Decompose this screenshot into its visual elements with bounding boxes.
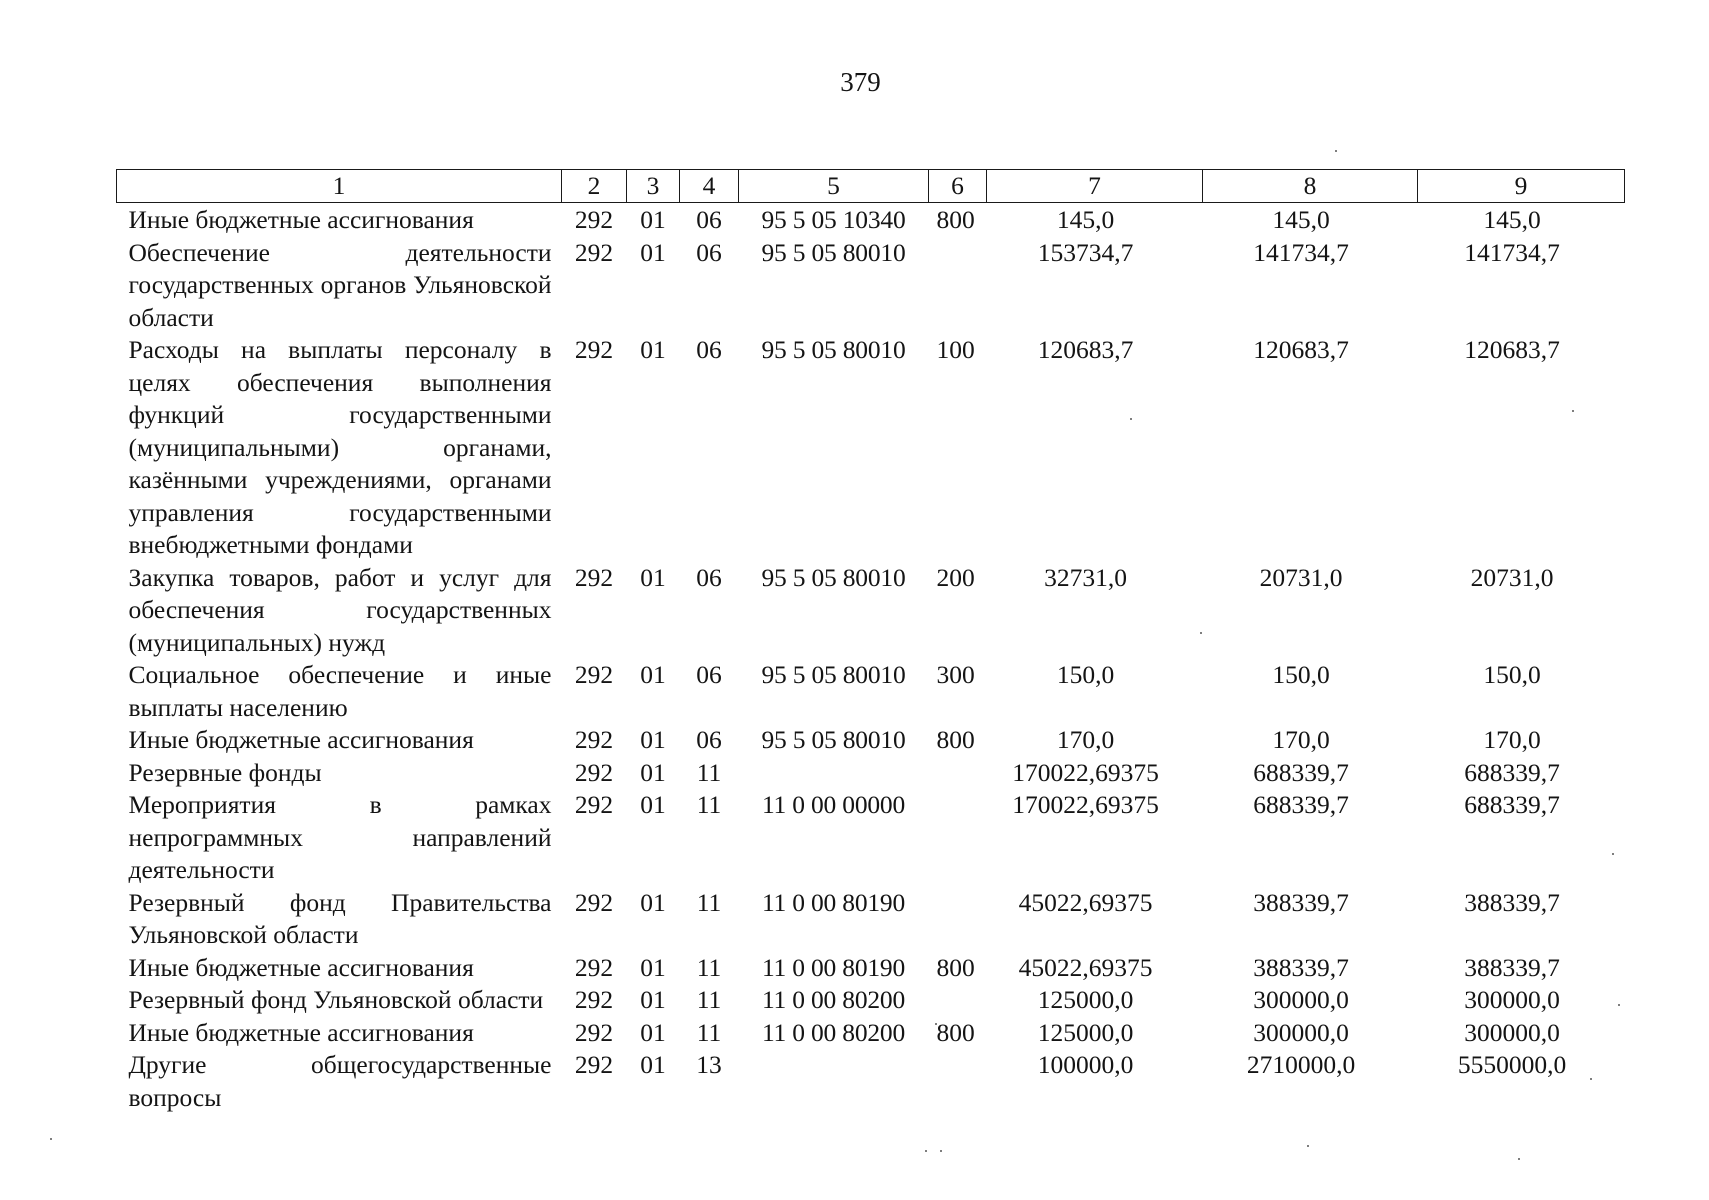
table-cell-col-7: 170022,69375: [1012, 790, 1159, 819]
table-cell-col-9: 20731,0: [1470, 562, 1554, 592]
table-cell-col-9: 141734,7: [1464, 237, 1560, 267]
scan-speck: [940, 1150, 942, 1152]
table-cell-col-5: 95 5 05 80010: [761, 725, 906, 754]
scan-speck: [1130, 418, 1132, 420]
table-cell-col-9: 300000,0: [1464, 985, 1560, 1014]
table-cell-col-1: Резервные фонды: [128, 757, 322, 787]
table-cell-col-1: Иные бюджетные ассигнования: [128, 205, 474, 234]
table-row: [117, 984, 1625, 1017]
table-cell-col-5: 95 5 05 80010: [761, 562, 906, 592]
table-cell-col-6: [929, 237, 987, 335]
header-cell-2: 2: [562, 170, 627, 203]
table-cell-col-3: 01: [640, 1017, 666, 1047]
table-cell-col-5: 11 0 00 80190: [761, 952, 906, 982]
table-row: [117, 952, 1625, 985]
table-cell-col-6: 800: [936, 1017, 975, 1047]
table-cell-col-8: 300000,0: [1253, 1017, 1349, 1047]
table-cell-col-4: 11: [696, 985, 722, 1014]
header-cell-3: 3: [627, 170, 680, 203]
table-cell-col-7: 120683,7: [1037, 335, 1134, 364]
table-row: [117, 334, 1625, 562]
table-cell-col-8: 145,0: [1272, 205, 1330, 234]
scan-speck: [1618, 1004, 1620, 1006]
table-cell-col-6: 100: [936, 335, 975, 364]
table-cell-col-2: 292: [574, 237, 614, 267]
table-cell-col-2: 292: [574, 1017, 614, 1047]
header-cell-6: 6: [929, 170, 987, 203]
table-row: [117, 757, 1625, 790]
table-cell-col-8: 120683,7: [1253, 335, 1349, 364]
table-cell-col-1: Обеспечение деятельности государственных органов Ульяновской области: [128, 237, 552, 332]
table-cell-col-2: 292: [574, 335, 614, 364]
table-cell-col-7: 45022,69375: [1018, 887, 1153, 917]
table-cell-col-6: 800: [936, 952, 975, 982]
table-cell-col-3: 01: [640, 725, 666, 754]
table-cell-col-1: Закупка товаров, работ и услуг для обеспечения государственных (муниципальных) нужд: [128, 562, 552, 657]
table-cell-col-6: 800: [936, 725, 975, 754]
scan-speck: [1572, 410, 1574, 412]
table-cell-col-6: 200: [936, 562, 975, 592]
table-cell-col-9: 145,0: [1483, 205, 1541, 234]
table-row: [117, 203, 1625, 237]
scan-speck: [50, 1138, 52, 1140]
table-cell-col-8: 170,0: [1272, 725, 1330, 754]
table-cell-col-1: Резервный фонд Правительства Ульяновской области: [128, 887, 552, 949]
table-cell-col-9: 150,0: [1483, 660, 1541, 689]
table-cell-col-6: [929, 984, 987, 1017]
table-cell-col-4: 11: [696, 952, 722, 982]
table-cell-col-3: 01: [640, 985, 666, 1014]
table-cell-col-2: 292: [574, 1050, 614, 1079]
table-cell-col-7: 145,0: [1056, 205, 1115, 234]
table-cell-col-7: 125000,0: [1037, 1017, 1134, 1047]
table-cell-col-7: 150,0: [1056, 660, 1115, 689]
header-cell-7: 7: [987, 170, 1203, 203]
table-cell-col-7: 170022,69375: [1012, 757, 1159, 787]
table-row: [117, 724, 1625, 757]
table-cell-col-3: 01: [640, 237, 666, 267]
table-cell-col-6: [929, 1049, 987, 1114]
table-cell-col-4: 11: [696, 1017, 722, 1047]
table-cell-col-4: 06: [696, 660, 722, 689]
table-cell-col-1: Расходы на выплаты персоналу в целях обеспечения выполнения функций государственными (муниципальными) органами, казёнными учреждениями, органами управления государственными внебюджетными фондами: [128, 335, 552, 559]
table-cell-col-5: 11 0 00 80190: [761, 887, 906, 917]
scan-speck: [935, 1023, 937, 1025]
table-cell-col-3: 01: [640, 335, 666, 364]
table-cell-col-7: 32731,0: [1044, 562, 1127, 592]
scan-speck: [1307, 1145, 1309, 1147]
table-cell-col-3: 01: [640, 790, 666, 819]
table-cell-col-3: 01: [640, 660, 666, 689]
table-cell-col-8: 141734,7: [1253, 237, 1349, 267]
table-cell-col-1: Резервный фонд Ульяновской области: [128, 985, 544, 1014]
table-cell-col-8: 388339,7: [1253, 952, 1349, 982]
header-row: [117, 170, 1625, 203]
table-cell-col-5: 11 0 00 80200: [761, 985, 906, 1014]
table-cell-col-5: 11 0 00 00000: [761, 790, 906, 819]
table-cell-col-5: [739, 1049, 929, 1114]
header-cell-9: 9: [1418, 170, 1625, 203]
table-cell-col-4: 06: [696, 562, 722, 592]
table-cell-col-6: [929, 789, 987, 887]
table-cell-col-4: 11: [696, 887, 722, 917]
header-cell-4: 4: [680, 170, 739, 203]
table-cell-col-4: 13: [696, 1050, 722, 1079]
table-cell-col-2: 292: [574, 757, 614, 787]
scan-speck: [1200, 632, 1202, 634]
table-cell-col-2: 292: [574, 952, 614, 982]
table-cell-col-6: 800: [936, 205, 975, 234]
table-header: [117, 170, 1625, 203]
table-cell-col-5: [739, 757, 929, 790]
table-cell-col-3: 01: [640, 205, 666, 234]
table-cell-col-9: 388339,7: [1464, 887, 1560, 917]
table-cell-col-1: Иные бюджетные ассигнования: [128, 952, 474, 982]
table-cell-col-7: 125000,0: [1037, 985, 1134, 1014]
table-cell-col-2: 292: [574, 562, 614, 592]
table-row: [117, 237, 1625, 335]
table-cell-col-9: 170,0: [1483, 725, 1541, 754]
table-cell-col-3: 01: [640, 757, 666, 787]
table-row: [117, 562, 1625, 660]
table-row: [117, 1017, 1625, 1050]
table-cell-col-4: 11: [696, 757, 722, 787]
table-cell-col-4: 06: [696, 205, 722, 234]
table-row: [117, 887, 1625, 952]
table-cell-col-6: 300: [936, 660, 975, 689]
table-cell-col-4: 06: [696, 335, 722, 364]
table-cell-col-9: 120683,7: [1464, 335, 1560, 364]
table-cell-col-3: 01: [640, 887, 666, 917]
table-cell-col-1: Другие общегосударственные вопросы: [128, 1050, 552, 1112]
table-cell-col-3: 01: [640, 1050, 666, 1079]
scan-speck: [925, 1150, 927, 1152]
table-cell-col-7: 170,0: [1056, 725, 1115, 754]
table-cell-col-3: 01: [640, 562, 666, 592]
budget-table: [116, 169, 1625, 1114]
page-number: 379: [840, 67, 881, 97]
table-cell-col-9: 688339,7: [1464, 757, 1560, 787]
table-cell-col-2: 292: [574, 887, 614, 917]
table-cell-col-7: 100000,0: [1037, 1050, 1134, 1079]
table-cell-col-5: 95 5 05 80010: [761, 237, 906, 267]
table-cell-col-8: 688339,7: [1253, 790, 1349, 819]
table-cell-col-5: 11 0 00 80200: [761, 1017, 906, 1047]
table-cell-col-2: 292: [574, 725, 614, 754]
scan-speck: [1590, 1078, 1592, 1080]
table-cell-col-6: [929, 887, 987, 952]
table-cell-col-1: Иные бюджетные ассигнования: [128, 725, 474, 754]
table-cell-col-8: 150,0: [1272, 660, 1330, 689]
table-cell-col-8: 20731,0: [1259, 562, 1343, 592]
table-cell-col-6: [929, 757, 987, 790]
table-cell-col-7: 45022,69375: [1018, 952, 1153, 982]
table-cell-col-3: 01: [640, 952, 666, 982]
table-row: [117, 789, 1625, 887]
table-cell-col-8: 2710000,0: [1246, 1050, 1356, 1079]
table-cell-col-8: 300000,0: [1253, 985, 1349, 1014]
table-cell-col-1: Мероприятия в рамках непрограммных направлений деятельности: [128, 790, 552, 884]
table-cell-col-8: 388339,7: [1253, 887, 1349, 917]
table-cell-col-5: 95 5 05 10340: [761, 205, 906, 234]
table-cell-col-4: 11: [696, 790, 722, 819]
header-cell-5: 5: [739, 170, 929, 203]
table-cell-col-9: 300000,0: [1464, 1017, 1560, 1047]
table-cell-col-5: 95 5 05 80010: [761, 335, 906, 364]
scan-speck: [1335, 150, 1337, 152]
table-row: [117, 1049, 1625, 1114]
table-cell-col-9: 5550000,0: [1457, 1050, 1567, 1079]
table-row: [117, 659, 1625, 724]
table-cell-col-7: 153734,7: [1037, 237, 1134, 267]
table-cell-col-8: 688339,7: [1253, 757, 1349, 787]
table-body: [117, 203, 1625, 1115]
header-cell-8: 8: [1203, 170, 1418, 203]
table-cell-col-2: 292: [574, 790, 614, 819]
table-cell-col-9: 388339,7: [1464, 952, 1560, 982]
table-cell-col-9: 688339,7: [1464, 790, 1560, 819]
scan-speck: [1518, 1158, 1520, 1160]
table-cell-col-5: 95 5 05 80010: [761, 660, 906, 689]
table-cell-col-2: 292: [574, 205, 614, 234]
table-cell-col-2: 292: [574, 985, 614, 1014]
table-cell-col-1: Иные бюджетные ассигнования: [128, 1017, 474, 1047]
scan-speck: [1612, 853, 1614, 855]
table-cell-col-1: Социальное обеспечение и иные выплаты населению: [128, 660, 552, 722]
header-cell-1: 1: [117, 170, 562, 203]
table-cell-col-4: 06: [696, 725, 722, 754]
table-cell-col-2: 292: [574, 660, 614, 689]
table-cell-col-4: 06: [696, 237, 722, 267]
